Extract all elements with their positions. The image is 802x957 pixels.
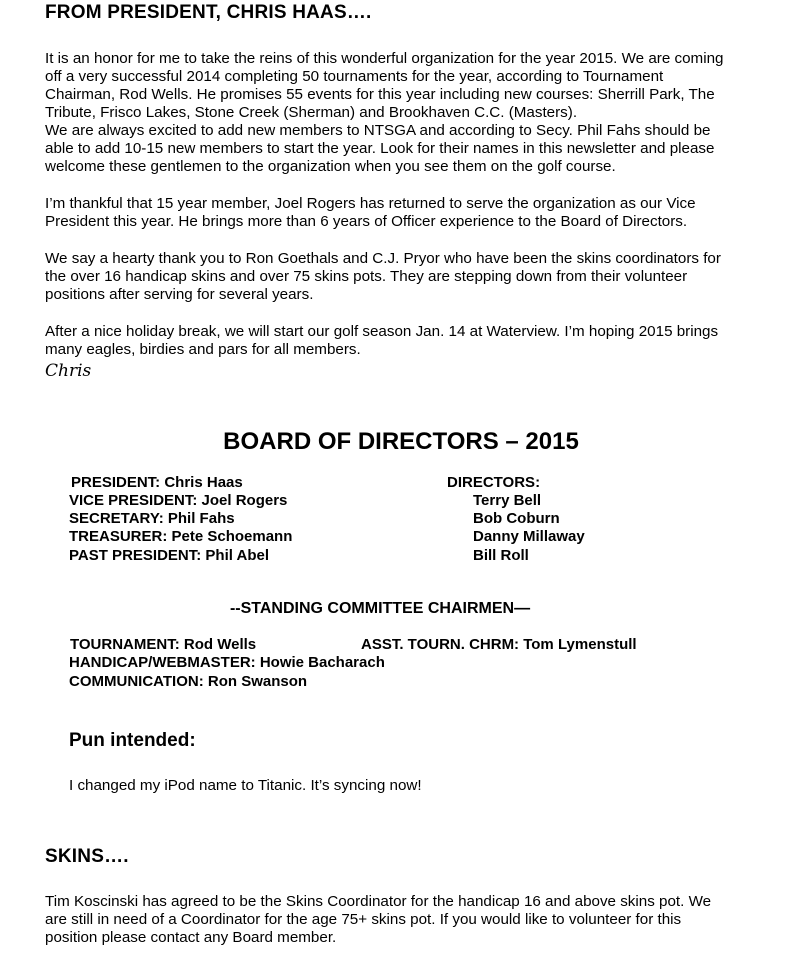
committee-asst-tournament: ASST. TOURN. CHRM: Tom Lymenstull — [361, 636, 637, 653]
officer-president: PRESIDENT: Chris Haas — [71, 474, 243, 491]
president-paragraph-1: It is an honor for me to take the reins of this wonderful organization for the year 2015. We are coming off a very successful 2014 completing 50 tournaments for the year, according to Tournament Chairman, Rod Wells. He promises 55 events for this year including new courses: Sherrill Park, The Tribute, Frisco Lakes, Stone Creek (Sherman) and Brookhaven C.C. (Masters). We are always excited to add new members to NTSGA and according to Secy. Phil Fahs should be able to add 10-15 new members to start the year. Look for their names in this newsletter and please welcome these gentlemen to the organization when you see them on the golf course. — [45, 50, 724, 175]
pun-text: I changed my iPod name to Titanic. It’s syncing now! — [69, 777, 422, 794]
board-title: BOARD OF DIRECTORS – 2015 — [223, 428, 579, 455]
officer-past-president: PAST PRESIDENT: Phil Abel — [69, 547, 270, 564]
committee-communication: COMMUNICATION: Ron Swanson — [69, 673, 308, 690]
president-paragraph-2: I’m thankful that 15 year member, Joel Rogers has returned to serve the organization as our Vice President this year. He brings more than 6 years of Officer experience to the Board of Directors. — [45, 195, 696, 230]
director-item: Terry Bell — [473, 492, 542, 509]
directors-label: DIRECTORS: — [447, 474, 541, 491]
officer-treasurer: TREASURER: Pete Schoemann — [69, 528, 293, 545]
officer-vice-president: VICE PRESIDENT: Joel Rogers — [69, 492, 288, 509]
director-item: Bill Roll — [473, 547, 529, 564]
pun-title: Pun intended: — [69, 730, 196, 751]
director-item: Danny Millaway — [473, 528, 585, 545]
president-paragraph-4: After a nice holiday break, we will start our golf season Jan. 14 at Waterview. I’m hoping 2015 brings many eagles, birdies and pars for all members. — [45, 323, 719, 358]
committee-title: --STANDING COMMITTEE CHAIRMEN— — [229, 600, 531, 617]
skins-title: SKINS…. — [45, 846, 129, 867]
signature: Chris — [45, 361, 92, 381]
committee-tournament: TOURNAMENT: Rod Wells — [70, 636, 257, 653]
president-paragraph-3: We say a hearty thank you to Ron Goethals and C.J. Pryor who have been the skins coordinators for the over 16 handicap skins and over 75 skins pots. They are stepping down from their volunteer positions after serving for several years. — [45, 250, 721, 303]
director-item: Bob Coburn — [473, 510, 560, 527]
committee-handicap: HANDICAP/WEBMASTER: Howie Bacharach — [69, 654, 385, 671]
president-section-title: FROM PRESIDENT, CHRIS HAAS…. — [45, 2, 372, 23]
skins-text: Tim Koscinski has agreed to be the Skins Coordinator for the handicap 16 and above skins pot. We are still in need of a Coordinator for the age 75+ skins pot. If you would like to volunteer for this position please contact any Board member. — [45, 893, 712, 946]
officer-secretary: SECRETARY: Phil Fahs — [69, 510, 235, 527]
